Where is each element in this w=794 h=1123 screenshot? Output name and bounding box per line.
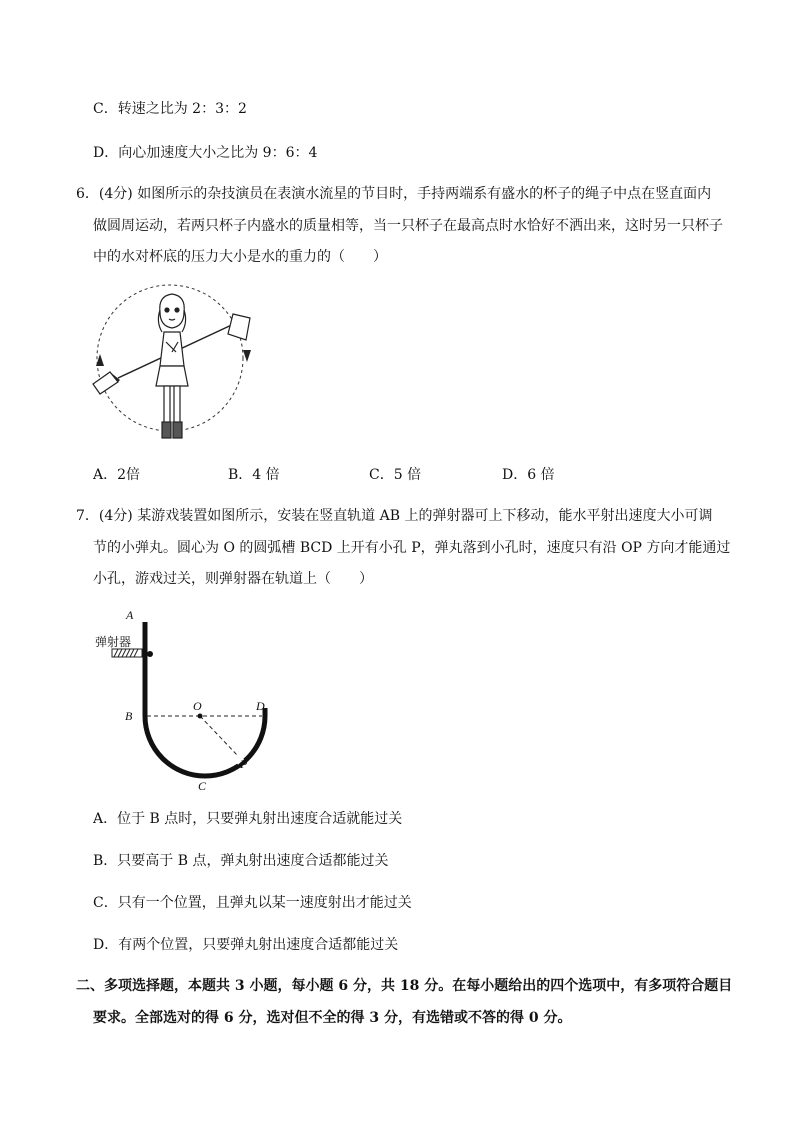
q7-stem-line-3: 小孔，游戏过关，则弹射器在轨道上（ ） [93,571,373,587]
center-O [198,714,203,719]
label-D: D [256,699,265,713]
q6-stem-line-3: 中的水对杯底的压力大小是水的重力的（ ） [93,249,387,265]
q7-stem-line-1: 7．(4分) 某游戏装置如图所示，安装在竖直轨道 AB 上的弹射器可上下移动，能水平射出速度大小可调 [76,508,713,524]
q5-option-c: C．转速之比为 2：3：2 [93,101,247,117]
performer [156,294,188,438]
label-launcher: 弹射器 [95,635,132,649]
label-P: P [240,757,248,771]
track-ABCD [145,622,265,776]
arrow-right [243,350,251,362]
q7-option-d: D．有两个位置，只要弹丸射出速度合适都能过关 [93,937,399,953]
q6-stem-line-2: 做圆周运动，若两只杯子内盛水的质量相等，当一只杯子在最高点时水恰好不洒出来，这时另一只杯子 [93,218,723,234]
q6-option-c: C．5 倍 [369,467,422,483]
arrow-left [96,354,104,366]
pellet [147,651,153,657]
q5-option-d: D．向心加速度大小之比为 9：6：4 [93,145,318,161]
q6-stem-line-1: 6．(4分) 如图所示的杂技演员在表演水流星的节目时，手持两端系有盛水的杯子的绳子中点在竖直面内 [76,186,712,202]
label-B: B [125,709,133,723]
q7-option-a: A．位于 B 点时，只要弹丸射出速度合适就能过关 [93,811,403,827]
q7-figure-track [92,604,282,796]
q6-option-a: A．2倍 [93,467,141,483]
q7-stem-line-2: 节的小弹丸。圆心为 O 的圆弧槽 BCD 上开有小孔 P，弹丸落到小孔时，速度只有沿 OP 方向才能通过 [93,540,731,556]
label-O: O [193,699,202,713]
cup-left [93,372,118,394]
q7-option-c: C．只有一个位置，且弹丸以某一速度射出才能过关 [93,895,412,911]
label-A: A [126,608,134,622]
line-OP [200,716,238,756]
q6-option-b: B．4 倍 [228,467,280,483]
section-2-heading-line-1: 二、多项选择题，本题共 3 小题，每小题 6 分，共 18 分。在每小题给出的四个选项中，有多项符合题目 [76,978,733,994]
q6-option-d: D．6 倍 [502,467,555,483]
q7-option-b: B．只要高于 B 点，弹丸射出速度合适都能过关 [93,853,389,869]
section-2-heading-line-2: 要求。全部选对的得 6 分，选对但不全的得 3 分，有选错或不答的得 0 分。 [93,1010,572,1026]
label-C: C [198,779,207,793]
q6-figure-water-meteor [88,282,258,450]
